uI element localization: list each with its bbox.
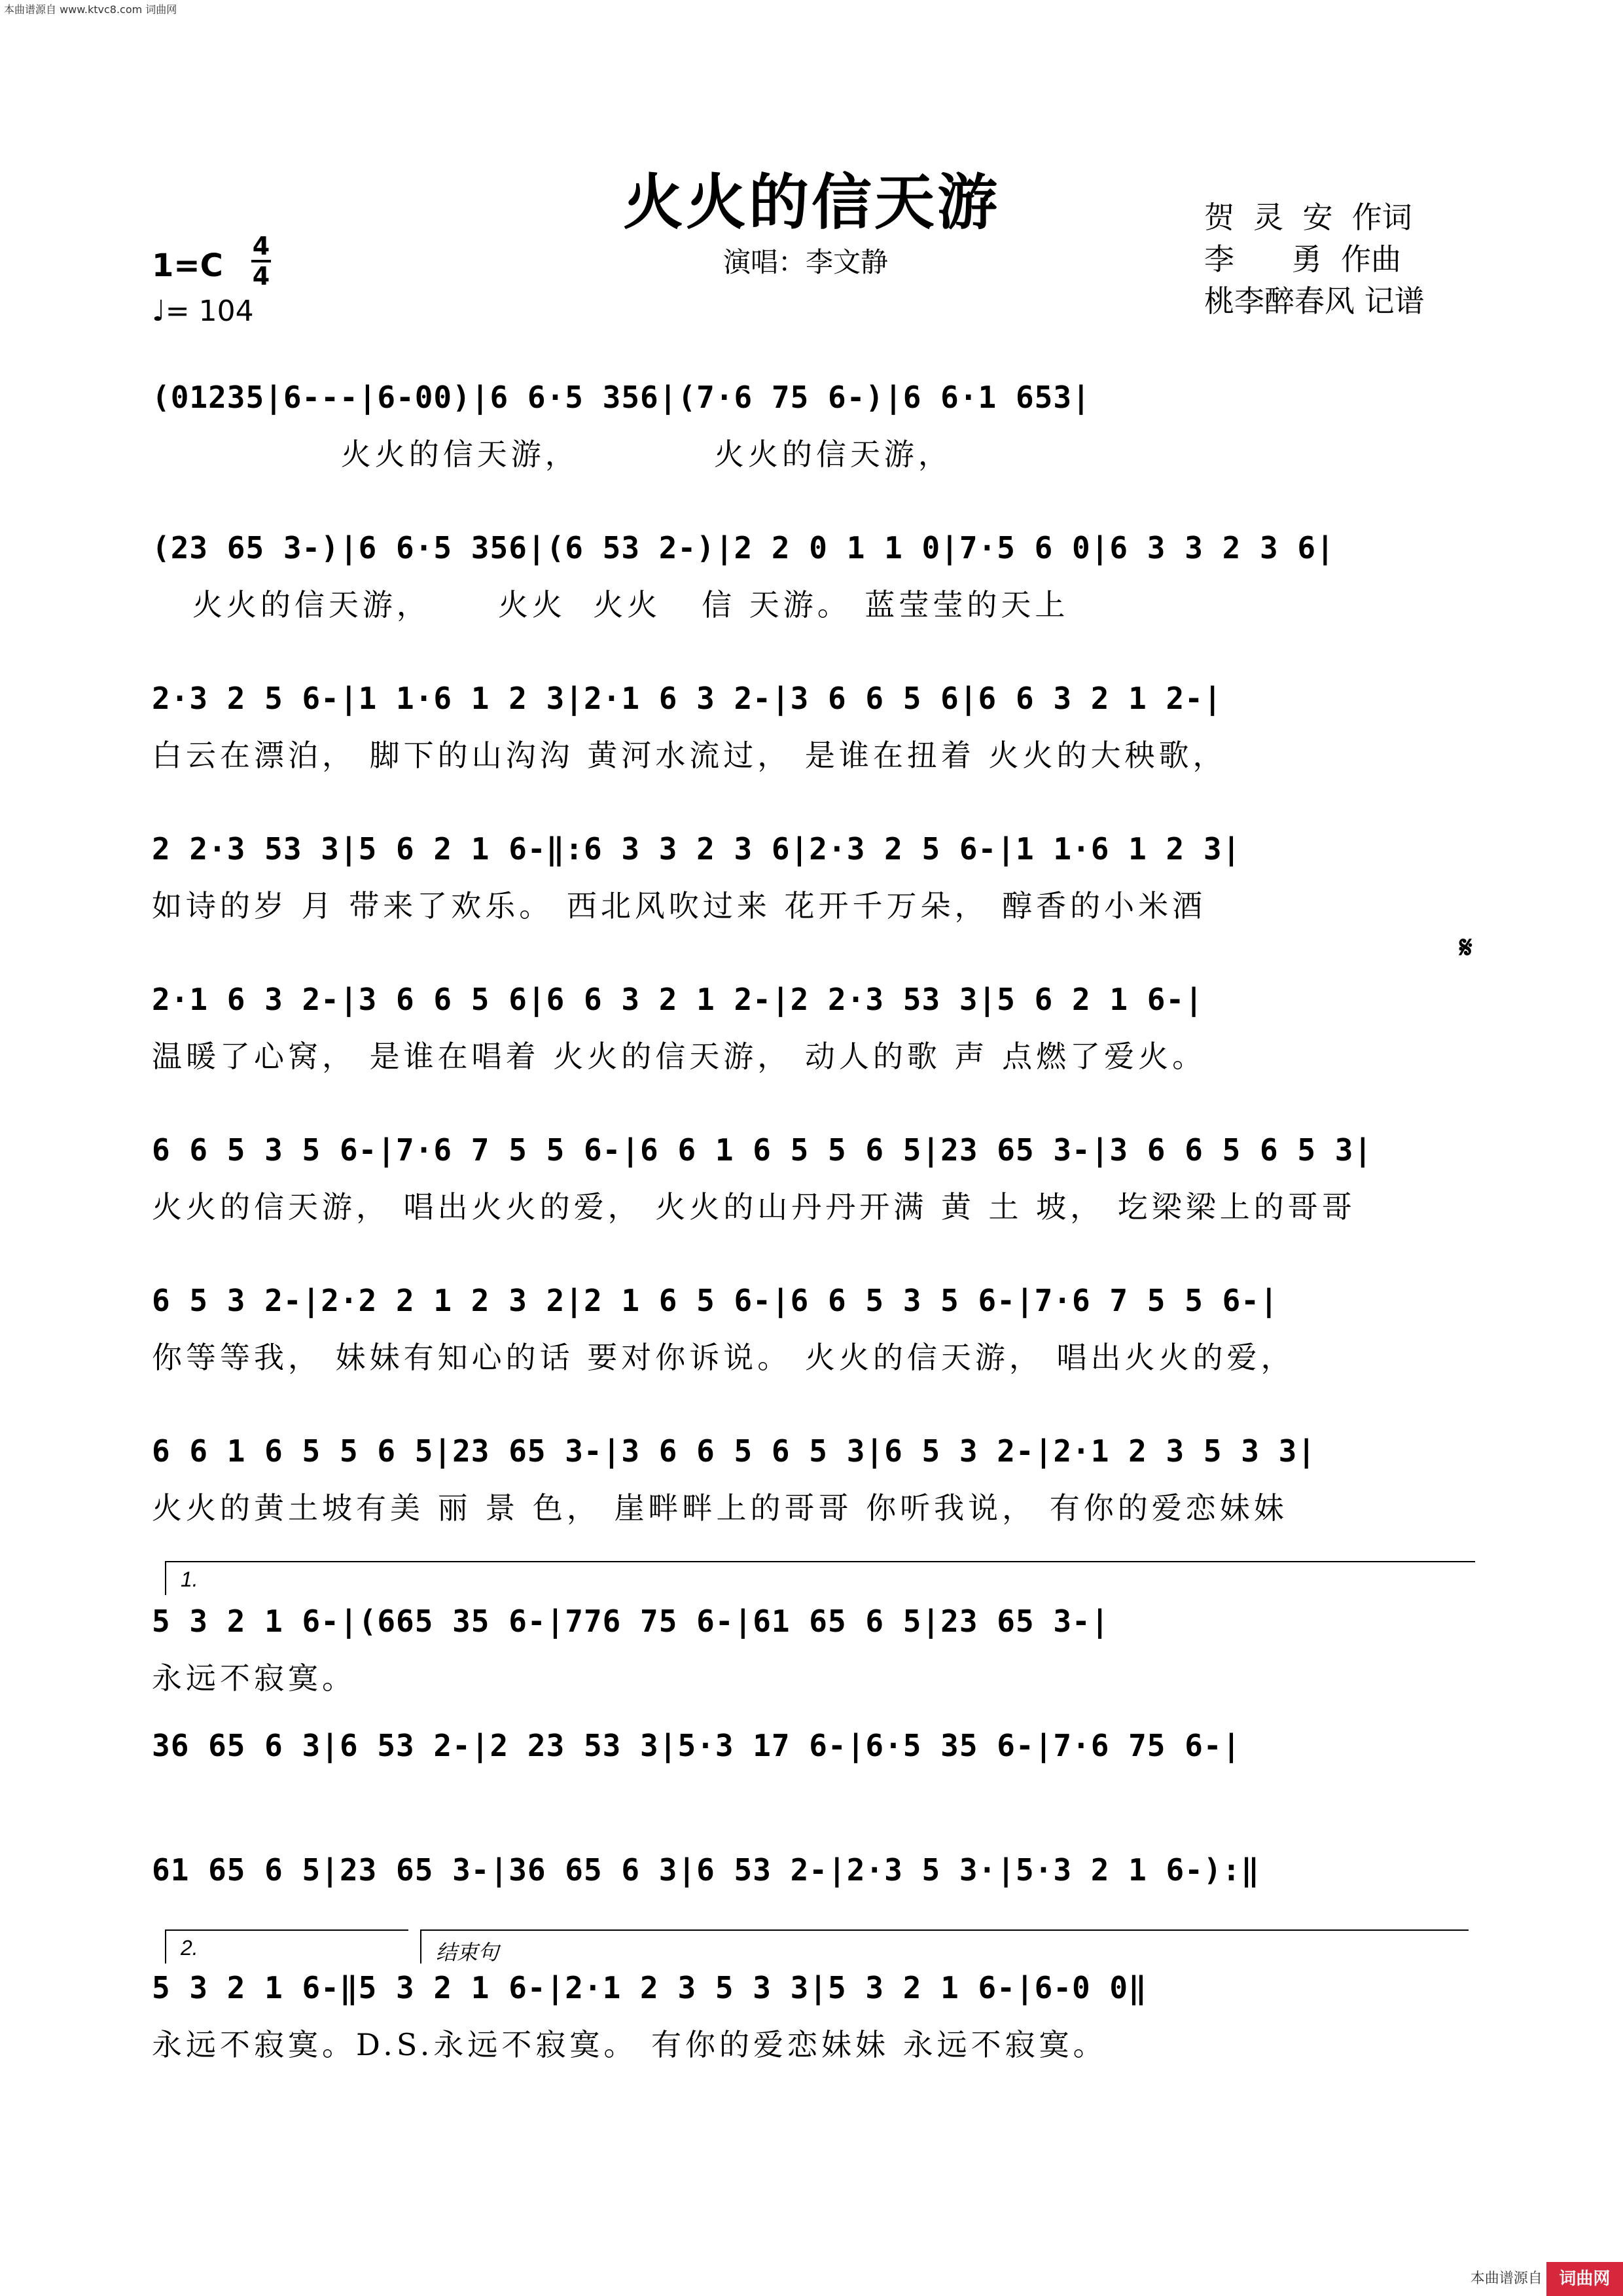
notation-line: 2 2·3 53 3|5 6 2 1 6-‖:6 3 3 2 3 6|2·3 2 5 6-|1 1·6 1 2 3| <box>152 831 1241 867</box>
time-signature-top: 4 <box>252 232 270 260</box>
lyric-line: 火火的黄土坡有美 丽 景 色， 崖畔畔上的哥哥 你听我说， 有你的爱恋妹妹 <box>152 1490 1288 1526</box>
singer-credit: 演唱：李文静 <box>723 246 889 278</box>
lyric-line: 火火的信天游， 火火的信天游， <box>152 437 952 472</box>
lyric-line: 永远不寂寞。D.S.永远不寂寞。 有你的爱恋妹妹 永远不寂寞。 <box>152 2027 1107 2062</box>
notation-line: 6 6 5 3 5 6-|7·6 7 5 5 6-|6 6 1 6 5 5 6 5|23 65 3-|3 6 6 5 6 5 3| <box>152 1132 1373 1168</box>
lyric-line: 永远不寂寞。 <box>152 1660 356 1696</box>
lyric-line: 你等等我， 妹妹有知心的话 要对你诉说。 火火的信天游， 唱出火火的爱， <box>152 1340 1295 1375</box>
footer-watermark <box>1453 2262 1623 2296</box>
notation-line: (23 65 3-)|6 6·5 356|(6 53 2-)|2 2 0 1 1 0|7·5 6 0|6 3 3 2 3 6| <box>152 530 1335 565</box>
volta-label-1: 1. <box>181 1568 198 1591</box>
lyric-line: 白云在漂泊， 脚下的山沟沟 黄河水流过， 是谁在扭着 火火的大秧歌， <box>152 738 1227 773</box>
notation-line: 6 5 3 2-|2·2 2 1 2 3 2|2 1 6 5 6-|6 6 5 3 5 6-|7·6 7 5 5 6-| <box>152 1283 1279 1318</box>
volta-label-ending: 结束句 <box>436 1941 499 1964</box>
time-signature <box>251 234 271 289</box>
transcriber-credit: 桃李醉春风 记谱 <box>1204 283 1425 319</box>
footer-brand: 词曲网 <box>1546 2262 1623 2296</box>
notation-line: 5 3 2 1 6-‖5 3 2 1 6-|2·1 2 3 5 3 3|5 3 2 1 6-|6-0 0‖ <box>152 1970 1147 2005</box>
notation-line: 2·1 6 3 2-|3 6 6 5 6|6 6 3 2 1 2-|2 2·3 53 3|5 6 2 1 6-| <box>152 982 1204 1017</box>
notation-line: 61 65 6 5|23 65 3-|36 65 6 3|6 53 2-|2·3 5 3·|5·3 2 1 6-):‖ <box>152 1852 1260 1888</box>
volta-bracket-ending <box>420 1929 1469 1964</box>
song-title: 火火的信天游 <box>622 167 1000 238</box>
segno-sign: 𝄋 <box>1459 929 1472 965</box>
lyric-line: 火火的信天游， 唱出火火的爱， 火火的山丹丹开满 黄 土 坡， 圪梁梁上的哥哥 <box>152 1189 1356 1225</box>
tempo-marking: ♩= 104 <box>152 295 254 328</box>
notation-line: 6 6 1 6 5 5 6 5|23 65 3-|3 6 6 5 6 5 3|6 5 3 2-|2·1 2 3 5 3 3| <box>152 1433 1317 1469</box>
volta-bracket-1 <box>165 1561 1475 1595</box>
volta-label-2: 2. <box>181 1936 198 1960</box>
credits <box>1204 196 1425 322</box>
notation-line: 2·3 2 5 6-|1 1·6 1 2 3|2·1 6 3 2-|3 6 6 5 6|6 6 3 2 1 2-| <box>152 681 1222 716</box>
key-signature: 1=C <box>152 247 223 284</box>
notation-line: 36 65 6 3|6 53 2-|2 23 53 3|5·3 17 6-|6·5 35 6-|7·6 75 6-| <box>152 1728 1241 1763</box>
notation-line: 5 3 2 1 6-|(665 35 6-|776 75 6-|61 65 6 5|23 65 3-| <box>152 1604 1110 1639</box>
lyric-line: 温暖了心窝， 是谁在唱着 火火的信天游， 动人的歌 声 点燃了爱火。 <box>152 1039 1207 1074</box>
lyric-line: 火火的信天游， 火火 火火 信 天游。 蓝莹莹的天上 <box>152 587 1069 622</box>
lyricist-credit: 贺 灵 安 作词 <box>1204 200 1412 235</box>
time-signature-bottom: 4 <box>252 262 270 291</box>
notation-line: (01235|6---|6-00)|6 6·5 356|(7·6 75 6-)|6 6·1 653| <box>152 380 1091 415</box>
composer-credit: 李 勇 作曲 <box>1204 242 1401 277</box>
lyric-line: 如诗的岁 月 带来了欢乐。 西北风吹过来 花开千万朵， 醇香的小米酒 <box>152 888 1207 924</box>
footer-source-text: 本曲谱源自 <box>1453 2262 1546 2296</box>
volta-bracket-2 <box>165 1929 408 1964</box>
top-watermark: 本曲谱源自 www.ktvc8.com 词曲网 <box>4 3 177 16</box>
